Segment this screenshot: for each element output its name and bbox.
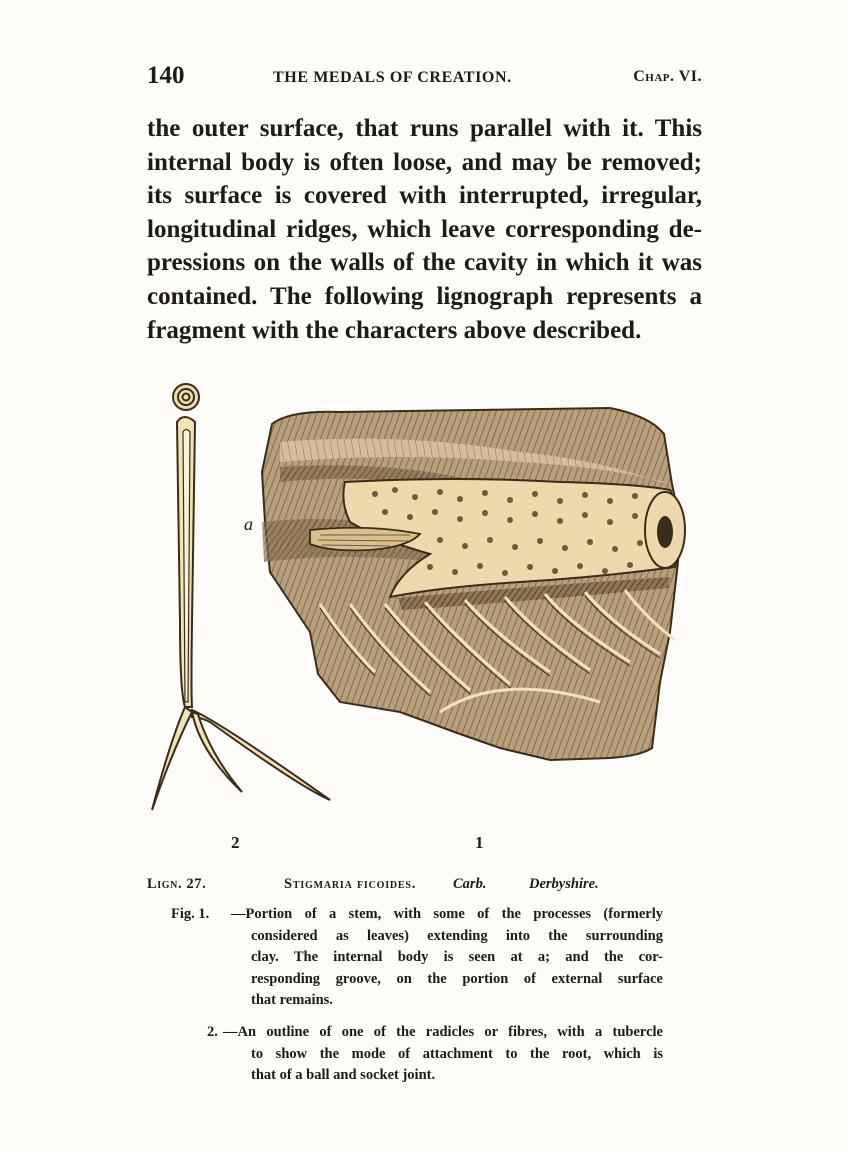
figure-number-2: 2 xyxy=(231,833,240,852)
figure-number-1: 1 xyxy=(475,833,484,852)
caption-line: responding groove, on the portion of external surface xyxy=(251,970,663,987)
body-line: longitudinal ridges, which leave corresponding de- xyxy=(147,215,702,243)
caption-line: that of a ball and socket joint. xyxy=(251,1067,436,1083)
body-line: pressions on the walls of the cavity in which it was xyxy=(147,249,702,277)
caption-line: considered as leaves) extending into the surrounding xyxy=(251,927,663,944)
lignograph-figure xyxy=(140,372,710,832)
fossil-illustration xyxy=(140,372,710,832)
caption-line: that remains. xyxy=(251,992,333,1008)
lignograph-number: Lign. 27. xyxy=(147,876,207,892)
caption-title xyxy=(147,876,707,898)
locality: Derbyshire. xyxy=(529,876,599,892)
caption-label-fig-1: Fig. 1. xyxy=(171,906,210,922)
body-line: internal body is often loose, and may be removed; xyxy=(147,148,702,176)
figure-caption xyxy=(147,876,707,1092)
caption-entry-fig-1 xyxy=(147,904,707,1016)
caption-line: to show the mode of attachment to the root, which is xyxy=(251,1045,663,1062)
stigmaria-stem-figure-1 xyxy=(262,408,685,760)
body-line: fragment with the characters above described. xyxy=(147,316,642,344)
geologic-period: Carb. xyxy=(453,876,487,892)
body-line: the outer surface, that runs parallel with it. This xyxy=(147,115,702,142)
running-title: THE MEDALS OF CREATION. xyxy=(273,69,512,86)
page-header xyxy=(147,62,702,92)
caption-line: clay. The internal body is seen at a; and the cor- xyxy=(251,949,663,965)
body-paragraph xyxy=(147,112,702,347)
chapter-reference: Chap. VI. xyxy=(633,68,702,85)
body-line: contained. The following lignograph represents a xyxy=(147,282,702,310)
caption-line: —Portion of a stem, with some of the processes (formerly xyxy=(231,906,663,922)
figure-label-a: a xyxy=(244,514,253,534)
caption-line: —An outline of one of the radicles or fibres, with a tubercle xyxy=(223,1024,663,1040)
body-line: its surface is covered with interrupted, irregular, xyxy=(147,182,702,210)
caption-label-fig-2: 2. xyxy=(207,1024,218,1040)
species-name: Stigmaria ficoides. xyxy=(284,876,417,892)
page-number: 140 xyxy=(147,62,185,89)
caption-entry-fig-2 xyxy=(147,1022,707,1092)
